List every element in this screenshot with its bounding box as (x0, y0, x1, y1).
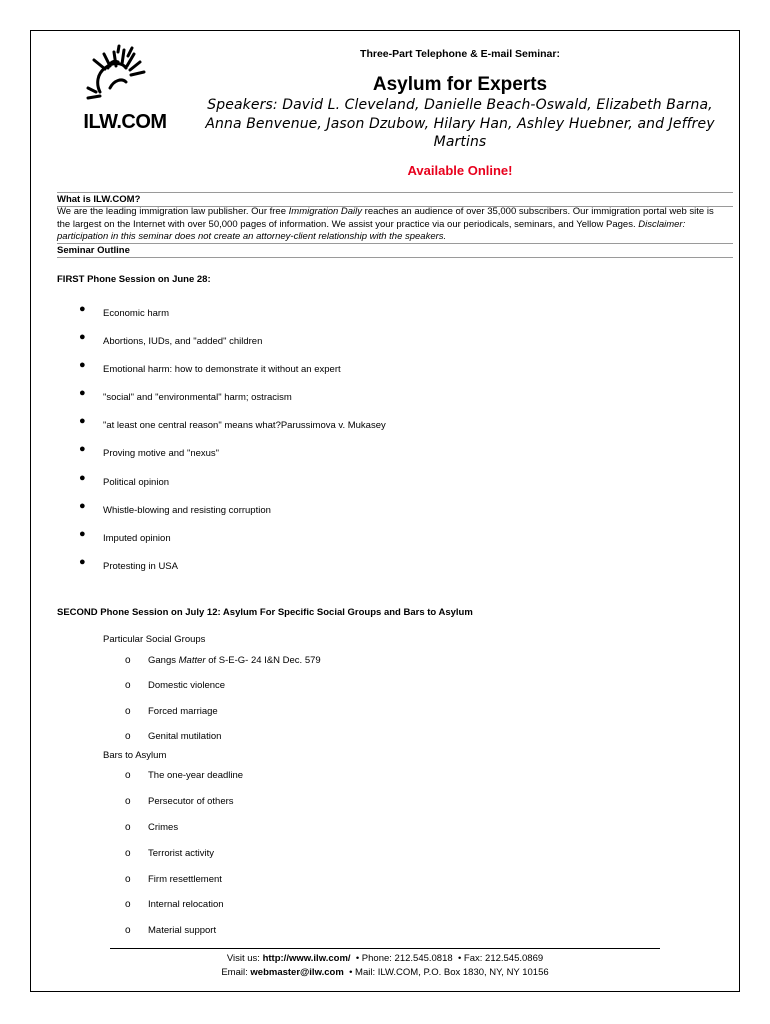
bullet-icon: ● (79, 527, 86, 540)
circle-bullet-icon: o (125, 655, 131, 666)
circle-bullet-icon: o (125, 874, 131, 885)
divider (57, 257, 733, 258)
intro-heading: What is ILW.COM? (57, 194, 141, 205)
topic-text: Abortions, IUDs, and "added" children (103, 336, 263, 348)
session1-heading: FIRST Phone Session on June 28: (57, 274, 211, 285)
bullet-icon: ● (79, 555, 86, 568)
divider (57, 243, 733, 244)
subtopic-text: Firm resettlement (148, 874, 222, 885)
footer-line-2 (60, 966, 710, 980)
series-line: Three-Part Telephone & E-mail Seminar: (360, 48, 560, 60)
circle-bullet-icon: o (125, 770, 131, 781)
bullet-icon: • (349, 966, 353, 978)
visit-label: Visit us: (226, 953, 263, 964)
subtopic-text: Persecutor of others (148, 796, 234, 807)
topic-text: Imputed opinion (103, 532, 171, 544)
bullet-icon: ● (79, 331, 86, 344)
email-label: Email: (221, 966, 251, 978)
topic-text: "at least one central reason" means what?Parussimova v. Mukasey (103, 420, 386, 432)
subtopic-text: Internal relocation (148, 899, 224, 910)
bullet-icon: ● (79, 359, 86, 372)
topic-text: Emotional harm: how to demonstrate it without an expert (103, 364, 341, 376)
publication-name: Immigration Daily (288, 206, 363, 217)
intro-text-1: We are the leading immigration law publisher. Our free (57, 206, 289, 217)
bullet-icon: • (355, 953, 360, 964)
outline-heading: Seminar Outline (57, 245, 130, 256)
topic-text: Protesting in USA (103, 560, 178, 572)
subtopic-text (148, 655, 321, 666)
circle-bullet-icon: o (125, 899, 131, 910)
subtopic-text: Domestic violence (148, 680, 226, 691)
email-link[interactable]: webmaster@ilw.com (250, 966, 344, 978)
speakers-list: Speakers: David L. Cleveland, Danielle Beach-Oswald, Elizabeth Barna, Anna Benvenue, Jason Dzubow, Hilary Han, Ashley Huebner, and Jeffrey Martins (205, 97, 715, 150)
phone-number: Phone: 212.545.0818 (361, 953, 453, 964)
logo-text: ILW.COM (83, 111, 167, 133)
subtopic-text: The one-year deadline (148, 770, 244, 781)
list-item (57, 332, 657, 360)
circle-bullet-icon: o (125, 731, 131, 742)
intro-text-2: reaches an audience of over 35,000 subscribers. Our immigration portal web site is the largest on the Internet with over 50,000 pages of information. We assist your practice via our periodicals, seminars, and Yellow Pages. (57, 206, 714, 230)
page-title: Asylum for Experts (372, 74, 548, 95)
bullet-icon: ● (79, 471, 86, 484)
case-matter: Matter (178, 655, 206, 666)
bullet-icon: ● (79, 499, 86, 512)
list-item (57, 416, 657, 444)
disclaimer: Disclaimer: participation in this seminar does not create an attorney-client relationship with the speakers. (57, 218, 686, 242)
mailing-address: Mail: ILW.COM, P.O. Box 1830, NY, NY 10156 (355, 966, 549, 978)
circle-bullet-icon: o (125, 680, 131, 691)
list-item (57, 444, 657, 472)
bullet-icon: ● (79, 303, 86, 315)
group-label-bars-to-asylum: Bars to Asylum (103, 750, 167, 761)
session2-heading: SECOND Phone Session on July 12: Asylum For Specific Social Groups and Bars to Asylum (57, 607, 473, 618)
topic-text: Proving motive and "nexus" (103, 448, 220, 460)
logo-figure-icon (88, 46, 144, 98)
list-item (57, 388, 657, 416)
availability-notice: Available Online! (407, 163, 513, 178)
circle-bullet-icon: o (125, 925, 131, 936)
list-item (57, 557, 657, 585)
circle-bullet-icon: o (125, 822, 131, 833)
bullet-icon: • (457, 953, 462, 964)
circle-bullet-icon: o (125, 706, 131, 717)
circle-bullet-icon: o (125, 796, 131, 807)
subtopic-text: Material support (148, 925, 217, 936)
footer-divider (110, 948, 660, 949)
topic-text: Political opinion (103, 476, 170, 488)
bullet-icon: ● (79, 415, 86, 428)
ilw-logo (70, 44, 180, 134)
subtopic-text: Terrorist activity (148, 848, 214, 859)
list-item (57, 304, 657, 332)
website-link[interactable]: http://www.ilw.com/ (262, 953, 351, 964)
subtopic-text: Genital mutilation (148, 731, 222, 742)
bullet-icon: ● (79, 387, 86, 400)
circle-bullet-icon: o (125, 848, 131, 859)
subtopic-text-a: Gangs (148, 655, 179, 666)
divider (57, 192, 733, 193)
group-label-social-groups: Particular Social Groups (103, 634, 206, 645)
topic-text: "social" and "environmental" harm; ostracism (103, 392, 292, 404)
list-item (57, 360, 657, 388)
topic-text: Economic harm (103, 308, 169, 319)
footer-line-1 (60, 952, 710, 966)
list-item (57, 473, 657, 501)
subtopic-text: Forced marriage (148, 706, 218, 717)
case-citation: of S-E-G- 24 I&N Dec. 579 (205, 655, 321, 666)
intro-paragraph (57, 206, 717, 244)
list-item (57, 529, 657, 557)
session1-topic-list (57, 304, 657, 585)
bullet-icon: ● (79, 443, 86, 456)
footer (60, 952, 710, 979)
list-item (57, 501, 657, 529)
subtopic-text: Crimes (148, 822, 179, 833)
topic-text: Whistle-blowing and resisting corruption (103, 504, 271, 516)
fax-number: Fax: 212.545.0869 (463, 953, 544, 964)
